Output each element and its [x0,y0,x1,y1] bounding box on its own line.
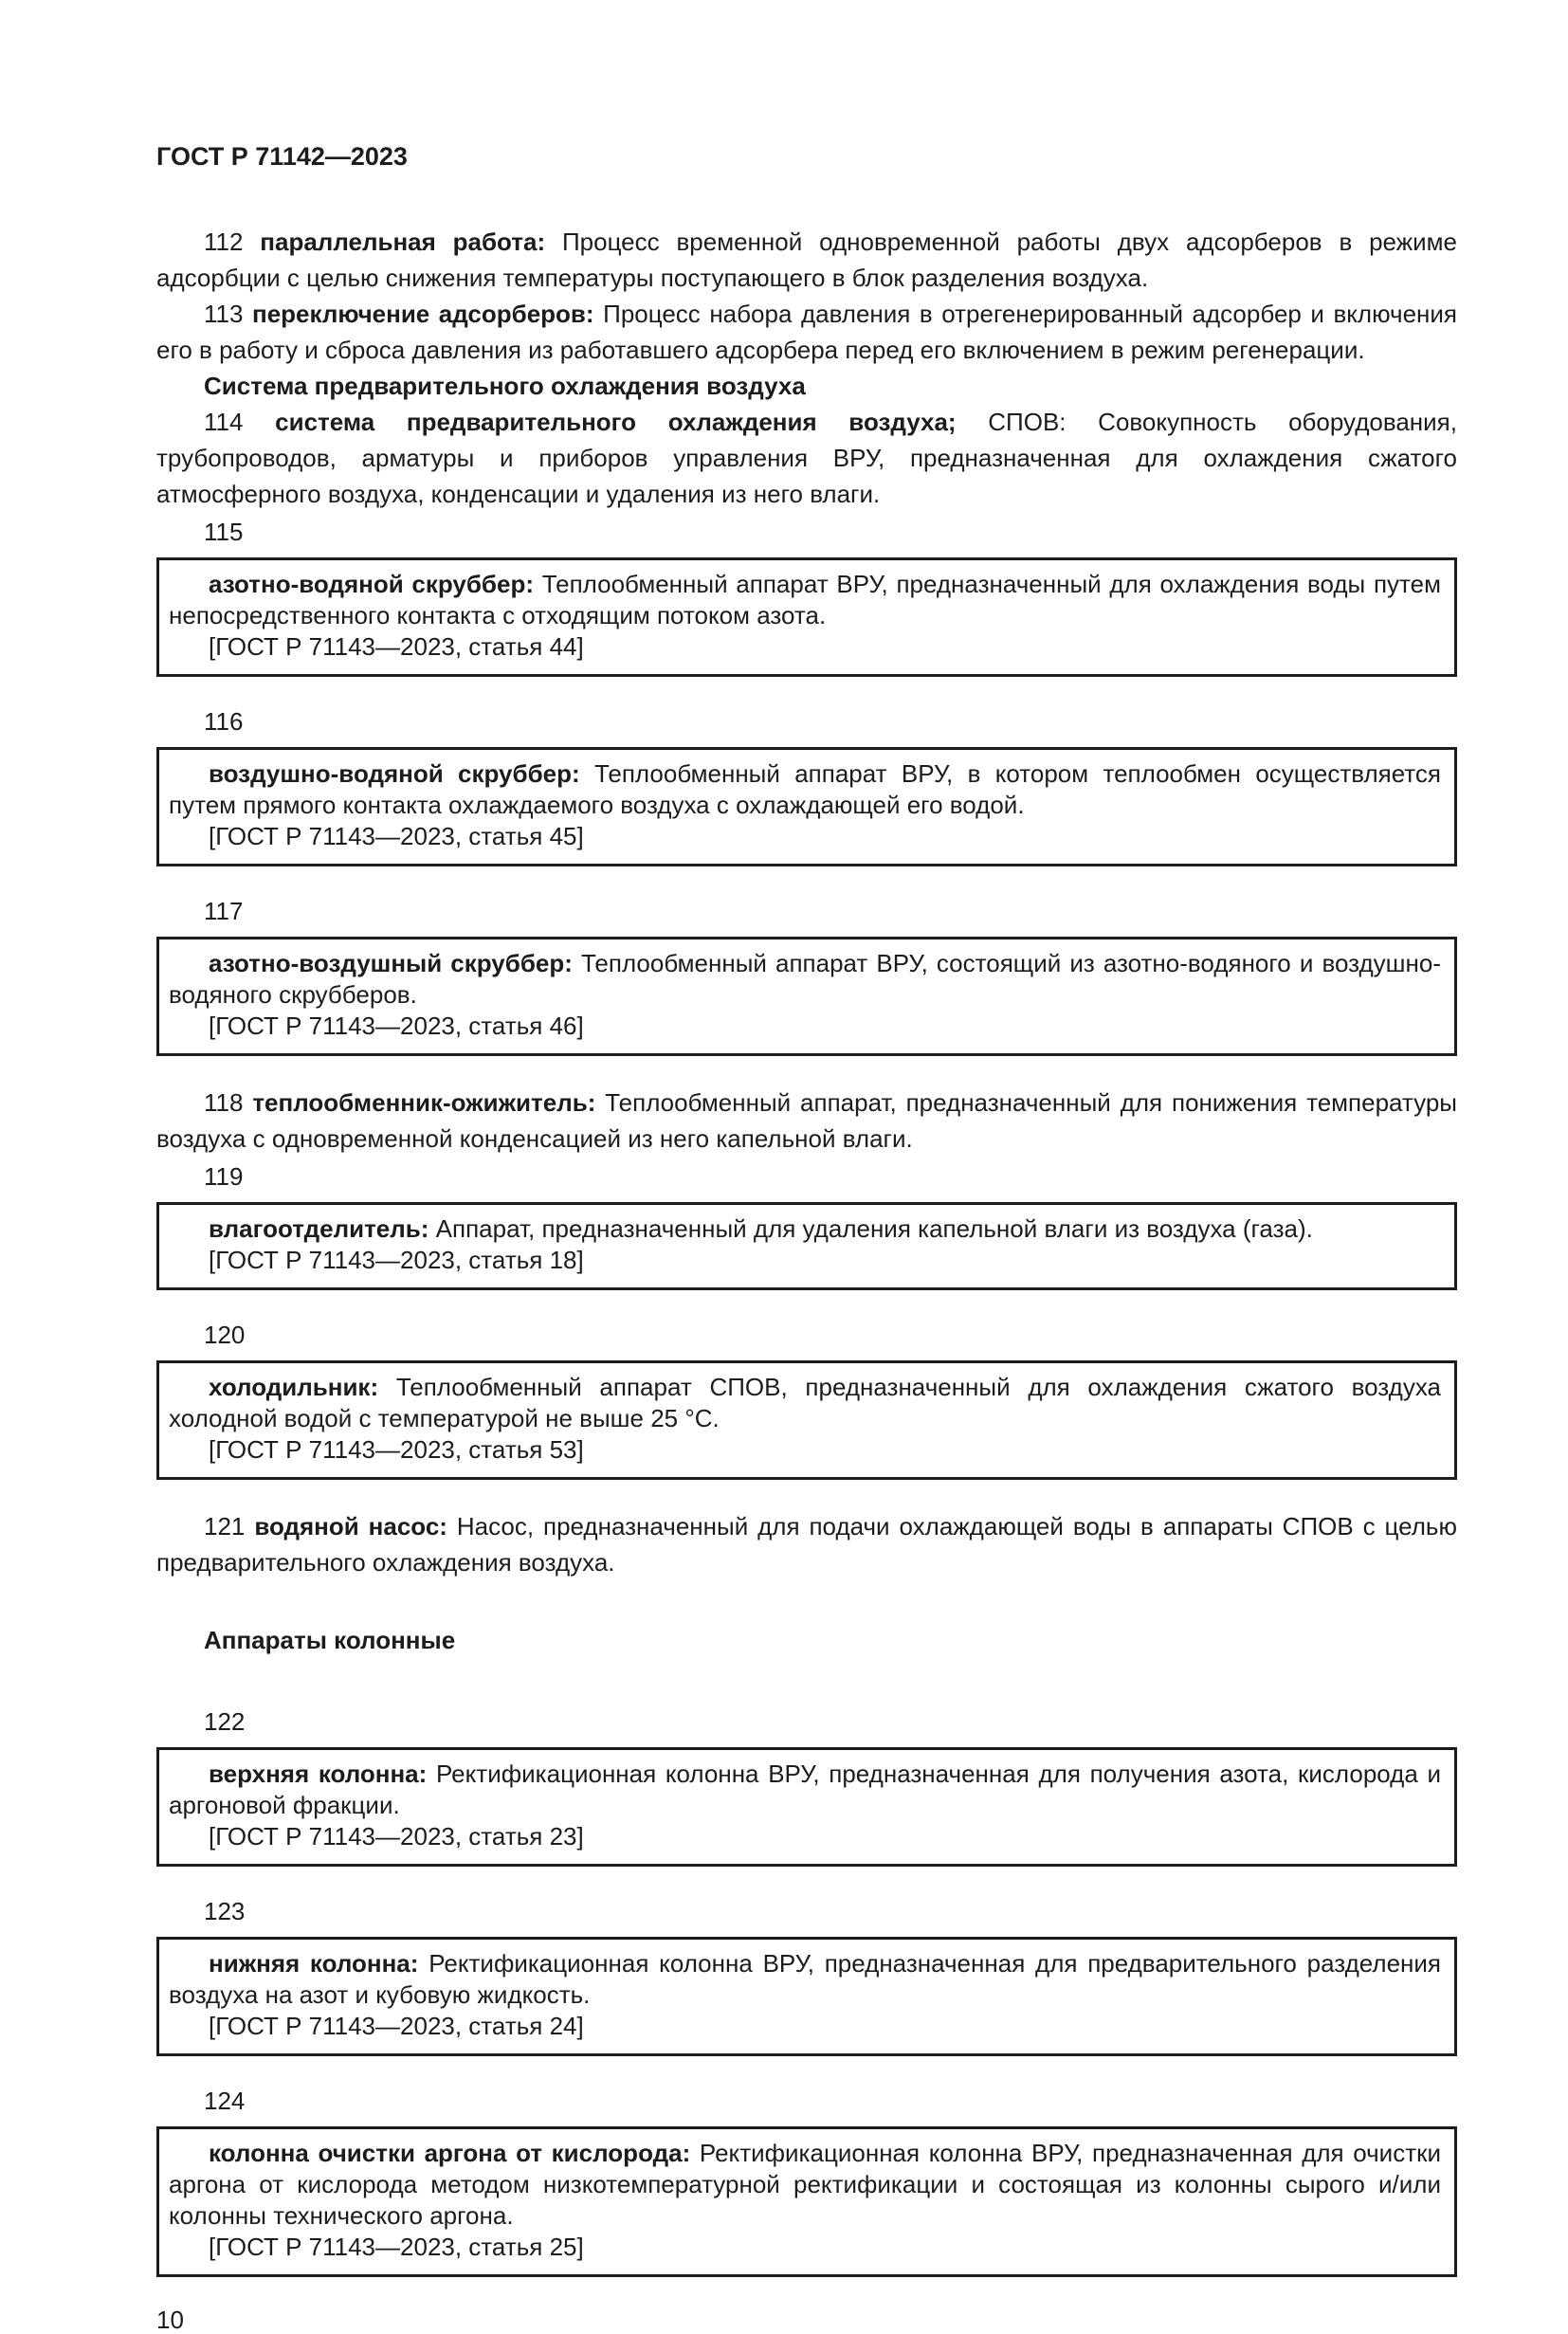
term-name: нижняя колонна: [209,1949,419,1978]
term-number: 114 [204,408,244,436]
term-definition: Насос, предназначенный для подачи охлаждающей воды в аппараты СПОВ с целью предварительного охлаждения воздуха. [156,1512,1457,1577]
term-box-122 [156,1747,1457,1867]
term-definition: Процесс временной одновременной работы двух адсорберов в режиме адсорбции с целью снижения температуры поступающего в блок разделения воздуха. [156,228,1457,292]
term-paragraph-114 [156,404,1457,512]
term-definition: Ректификационная колонна ВРУ, предназначенная для очистки аргона от кислорода методом низкотемпературной ректификации и состоящая из колонны сырого и/или колонны технического аргона. [169,2139,1442,2230]
term-name: теплообменник-ожижитель: [252,1088,596,1117]
term-number: 112 [204,228,244,256]
term-paragraph-113 [156,296,1457,368]
source-reference: [ГОСТ Р 71143—2023, статья 25] [209,2233,584,2261]
boxed-definition [169,1213,1441,1245]
term-paragraph-112 [156,224,1457,296]
term-definition: СПОВ: Совокупность оборудования, трубопроводов, арматуры и приборов управления ВРУ, предназначенная для охлаждения сжатого атмосферного воздуха, конденсации и удаления из него влаги. [156,408,1457,508]
term-definition: Теплообменный аппарат ВРУ, предназначенный для охлаждения воды путем непосредственного контакта с отходящим потоком азота. [169,570,1441,629]
boxed-definition [169,1948,1441,2011]
term-box-120 [156,1360,1457,1480]
term-name: система предварительного охлаждения воздуха; [275,408,957,436]
term-number-119: 119 [204,1162,244,1191]
term-box-119 [156,1202,1457,1290]
boxed-definition [169,1372,1441,1434]
boxed-definition [169,1759,1441,1821]
term-name: параллельная работа: [260,228,546,256]
term-name: верхняя колонна: [209,1760,428,1788]
term-definition: Теплообменный аппарат ВРУ, в котором теплообмен осуществляется путем прямого контакта охлаждаемого воздуха с охлаждающей его водой. [169,759,1441,819]
source-reference: [ГОСТ Р 71143—2023, статья 24] [209,2012,584,2040]
term-name: влагоотделитель: [209,1214,429,1243]
term-number-124: 124 [204,2087,246,2115]
term-name: воздушно-водяной скруббер: [209,759,580,788]
subsection-heading-cooling-system: Система предварительного охлаждения воздуха [204,372,806,400]
boxed-definition [169,2138,1441,2232]
term-number: 121 [204,1512,246,1541]
document-code-header: ГОСТ Р 71142—2023 [156,142,408,171]
term-paragraph-121 [156,1508,1457,1580]
term-definition: Аппарат, предназначенный для удаления капельной влаги из воздуха (газа). [435,1214,1313,1243]
term-definition: Теплообменный аппарат ВРУ, состоящий из азотно-водяного и воздушно-водяного скрубберов. [169,949,1441,1009]
term-definition: Ректификационная колонна ВРУ, предназначенная для предварительного разделения воздуха на азот и кубовую жидкость. [169,1949,1441,2009]
source-reference: [ГОСТ Р 71143—2023, статья 45] [209,822,584,850]
source-reference: [ГОСТ Р 71143—2023, статья 18] [209,1246,584,1274]
term-box-116 [156,747,1457,866]
term-name: переключение адсорберов: [252,300,594,328]
boxed-definition [169,948,1441,1011]
term-number-122: 122 [204,1707,246,1736]
boxed-definition [169,758,1441,821]
term-name: водяной насос: [254,1512,447,1541]
term-name: азотно-водяной скруббер: [209,570,534,598]
term-name: колонна очистки аргона от кислорода: [209,2139,691,2167]
source-reference: [ГОСТ Р 71143—2023, статья 53] [209,1435,584,1464]
source-reference: [ГОСТ Р 71143—2023, статья 46] [209,1012,584,1040]
term-number-123: 123 [204,1897,246,1925]
term-name: азотно-воздушный скруббер: [209,949,573,977]
term-name: холодильник: [209,1373,379,1401]
term-number-116: 116 [204,707,244,736]
term-paragraph-118 [156,1085,1457,1157]
term-number-120: 120 [204,1321,246,1349]
term-definition: Процесс набора давления в отрегенерированный адсорбер и включения его в работу и сброса давления из работавшего адсорбера перед его включением в режим регенерации. [156,300,1458,364]
term-box-117 [156,937,1457,1056]
section-heading-column-apparatus: Аппараты колонные [204,1626,456,1654]
term-box-123 [156,1937,1457,2056]
term-box-115 [156,557,1457,677]
term-definition: Ректификационная колонна ВРУ, предназначенная для получения азота, кислорода и аргоновой фракции. [169,1760,1441,1819]
term-number: 118 [204,1088,244,1117]
term-box-124 [156,2126,1457,2277]
page-content [156,142,1457,2334]
boxed-definition [169,569,1441,631]
term-definition: Теплообменный аппарат, предназначенный для понижения температуры воздуха с одновременной конденсацией из него капельной влаги. [156,1088,1457,1153]
term-number-115: 115 [204,518,244,546]
term-definition: Теплообменный аппарат СПОВ, предназначенный для охлаждения сжатого воздуха холодной водой с температурой не выше 25 °С. [169,1373,1441,1432]
source-reference: [ГОСТ Р 71143—2023, статья 44] [209,632,584,661]
source-reference: [ГОСТ Р 71143—2023, статья 23] [209,1822,584,1851]
term-number: 113 [204,300,244,328]
term-number-117: 117 [204,897,244,925]
page-number: 10 [156,2306,184,2334]
